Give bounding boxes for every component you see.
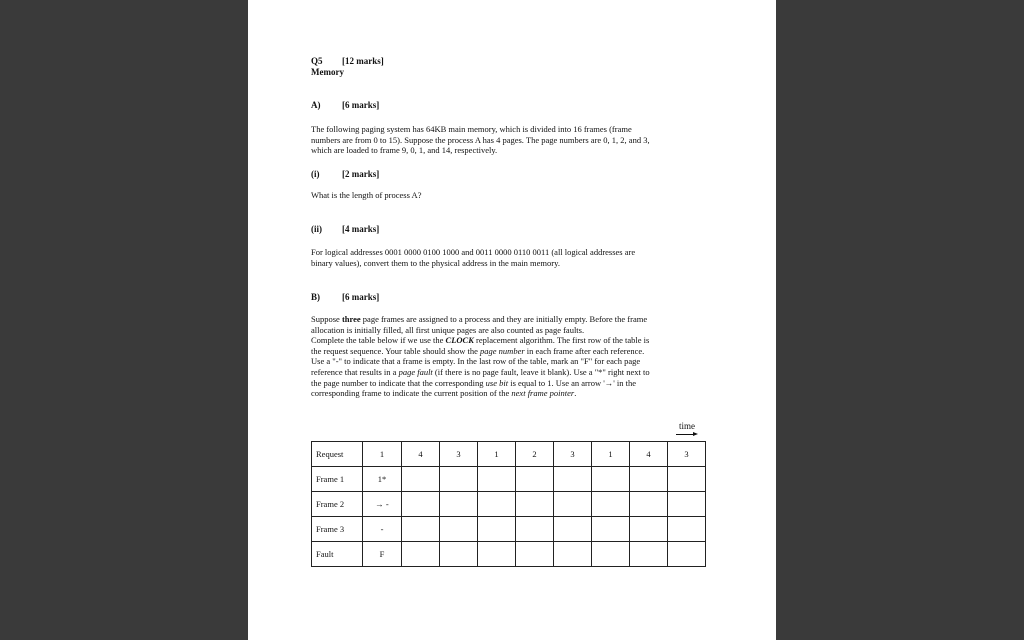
- time-label: time: [679, 421, 695, 431]
- table-cell: [402, 542, 440, 567]
- part-b-label: B): [311, 292, 320, 302]
- part-b-line-8: corresponding frame to indicate the current position of the next frame pointer.: [311, 388, 577, 399]
- table-cell: [440, 492, 478, 517]
- part-b-line-3: Complete the table below if we use the CLOCK replacement algorithm. The first row of the table is: [311, 335, 650, 346]
- table-cell: [630, 492, 668, 517]
- table-cell: [630, 542, 668, 567]
- part-b-instructions: [311, 314, 650, 399]
- table-cell: [516, 542, 554, 567]
- row-label: Frame 2: [312, 492, 363, 517]
- table-cell: [668, 542, 706, 567]
- table-cell: [478, 542, 516, 567]
- question-marks: [12 marks]: [342, 56, 384, 66]
- part-b-line-2: allocation is initially filled, all first unique pages are also counted as page faults.: [311, 324, 585, 335]
- table-cell: 1: [478, 442, 516, 467]
- table-cell: 1*: [363, 467, 402, 492]
- table-cell: 3: [554, 442, 592, 467]
- table-cell: [516, 517, 554, 542]
- question-number: Q5: [311, 56, 323, 66]
- part-b-line-7: the page number to indicate that the corresponding use bit is equal to 1. Use an arrow '→' in the: [311, 377, 637, 388]
- request-row: [312, 442, 706, 467]
- sub-i-question: What is the length of process A?: [311, 190, 422, 200]
- table-cell: -: [363, 517, 402, 542]
- sub-ii-line: binary values), convert them to the physical address in the main memory.: [311, 257, 560, 268]
- part-b-line-4: the request sequence. Your table should show the page number in each frame after each reference.: [311, 345, 645, 356]
- table-cell: [592, 467, 630, 492]
- table-cell: [668, 492, 706, 517]
- table-cell: [668, 517, 706, 542]
- table-cell: [554, 467, 592, 492]
- part-a-intro-line: which are loaded to frame 9, 0, 1, and 14, respectively.: [311, 145, 498, 156]
- part-a-intro-line: numbers are from 0 to 15). Suppose the process A has 4 pages. The page numbers are 0, 1, 2, and 3,: [311, 134, 650, 145]
- table-cell: [592, 542, 630, 567]
- table-cell: [630, 467, 668, 492]
- row-label: Frame 3: [312, 517, 363, 542]
- row-label: Fault: [312, 542, 363, 567]
- part-a-label: A): [311, 100, 321, 110]
- sub-ii-marks: [4 marks]: [342, 224, 380, 234]
- table-cell: 4: [402, 442, 440, 467]
- part-b-line-6: reference that results in a page fault (if there is no page fault, leave it blank). Use a "*" right next to: [311, 366, 650, 377]
- table-cell: F: [363, 542, 402, 567]
- table-cell: [516, 492, 554, 517]
- time-axis: [676, 421, 698, 438]
- table-cell: 2: [516, 442, 554, 467]
- table-cell: [554, 492, 592, 517]
- sub-ii-question: [311, 247, 635, 268]
- table-cell: [478, 467, 516, 492]
- table-cell: [592, 492, 630, 517]
- table-cell: [402, 517, 440, 542]
- document-page: [248, 0, 776, 640]
- table-cell: [554, 517, 592, 542]
- sub-i-marks: [2 marks]: [342, 169, 380, 179]
- part-a-marks: [6 marks]: [342, 100, 380, 110]
- table-cell: [402, 467, 440, 492]
- table-cell: [516, 467, 554, 492]
- table-cell: 3: [668, 442, 706, 467]
- table-cell: 3: [440, 442, 478, 467]
- clock-table: [311, 441, 706, 567]
- part-b-line-1: Suppose three page frames are assigned to a process and they are initially empty. Before the frame: [311, 314, 648, 324]
- table-cell: → -: [363, 492, 402, 517]
- part-a-intro: [311, 124, 650, 156]
- row-label: Request: [312, 442, 363, 467]
- time-arrow-icon: [676, 432, 698, 438]
- question-topic: Memory: [311, 67, 344, 77]
- table-cell: [630, 517, 668, 542]
- sub-ii-line: For logical addresses 0001 0000 0100 1000 and 0011 0000 0110 0011 (all logical addresses are: [311, 247, 636, 257]
- sub-i-label: (i): [311, 169, 320, 179]
- table-cell: [440, 467, 478, 492]
- table-cell: [478, 492, 516, 517]
- table-cell: [478, 517, 516, 542]
- frame-1-row: [312, 467, 706, 492]
- table-cell: [402, 492, 440, 517]
- table-cell: 4: [630, 442, 668, 467]
- fault-row: [312, 542, 706, 567]
- table-cell: [668, 467, 706, 492]
- frame-3-row: [312, 517, 706, 542]
- table-cell: [554, 542, 592, 567]
- table-cell: 1: [592, 442, 630, 467]
- table-cell: [440, 517, 478, 542]
- frame-2-row: [312, 492, 706, 517]
- part-a-intro-line: The following paging system has 64KB main memory, which is divided into 16 frames (frame: [311, 124, 632, 134]
- table-cell: 1: [363, 442, 402, 467]
- table-cell: [592, 517, 630, 542]
- part-b-marks: [6 marks]: [342, 292, 380, 302]
- row-label: Frame 1: [312, 467, 363, 492]
- table-cell: [440, 542, 478, 567]
- sub-ii-label: (ii): [311, 224, 322, 234]
- part-b-line-5: Use a "-" to indicate that a frame is empty. In the last row of the table, mark an "F" for each page: [311, 356, 641, 367]
